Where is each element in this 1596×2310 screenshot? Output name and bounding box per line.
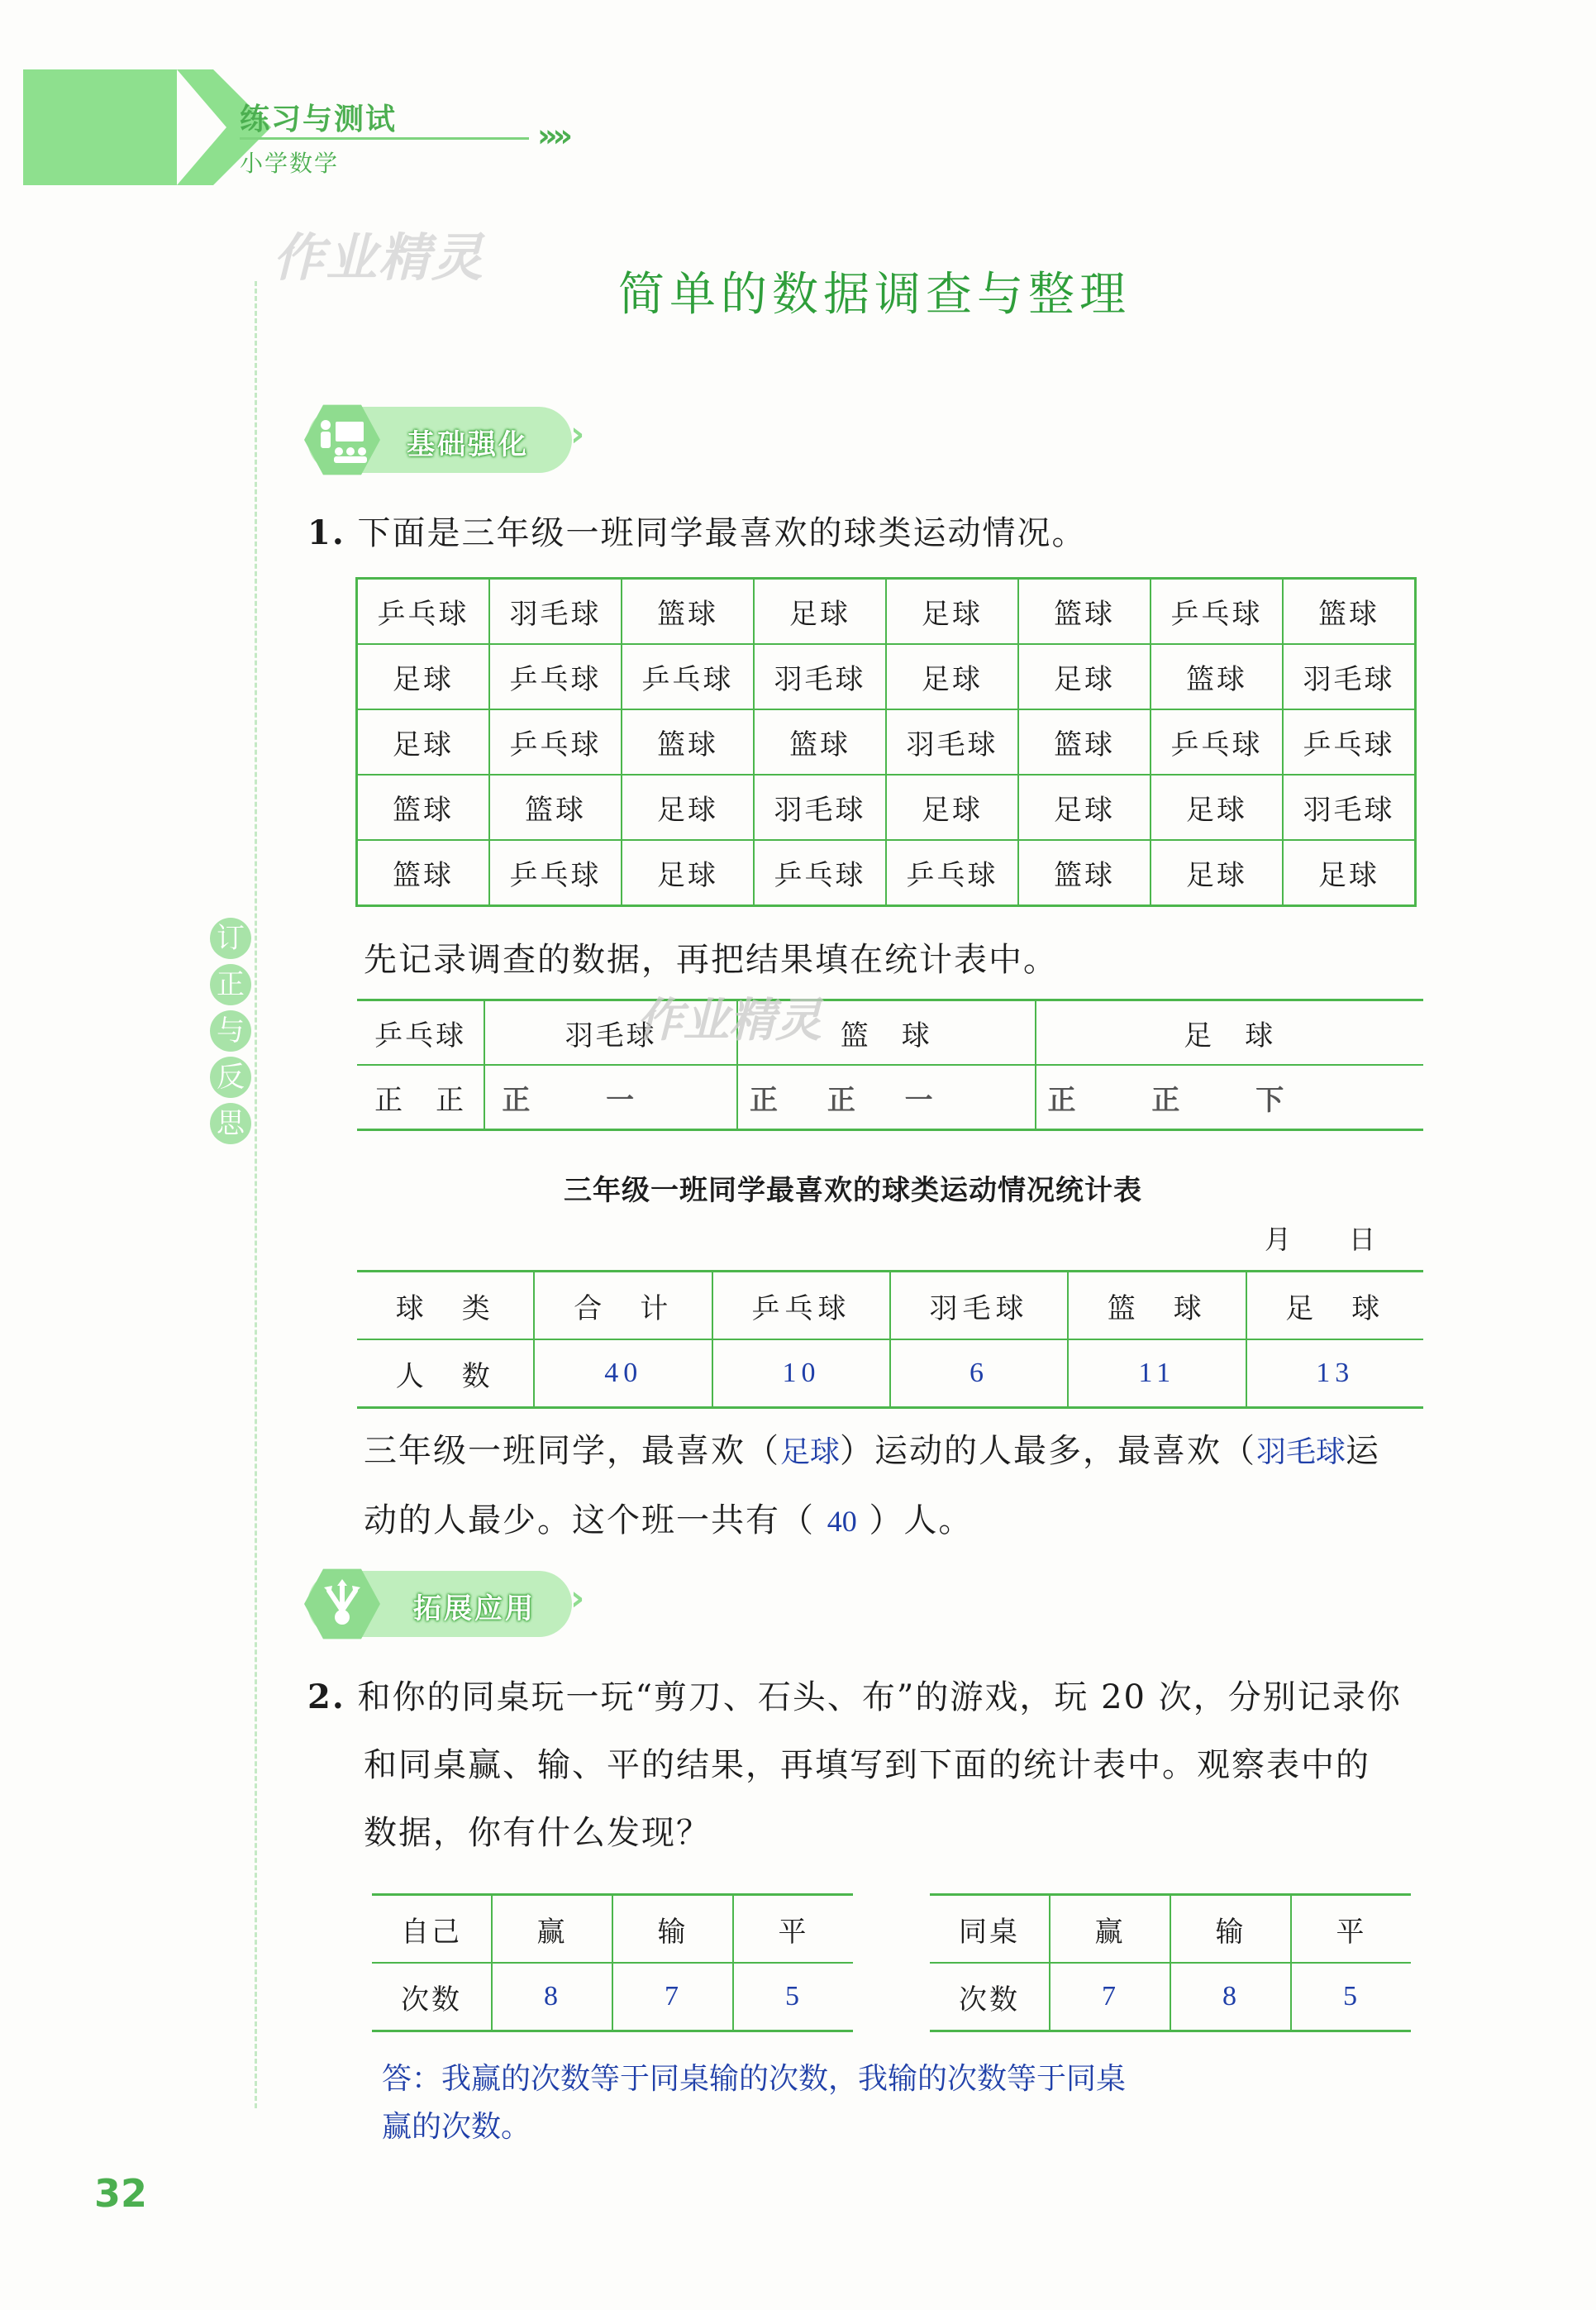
- q1-instruction: 先记录调查的数据，再把结果填在统计表中。: [364, 941, 1058, 979]
- stat-header-badminton: 羽毛球: [890, 1272, 1068, 1340]
- survey-grid-cell: 羽毛球: [489, 579, 622, 645]
- margin-dashed-line: [255, 281, 257, 2108]
- partner-header-draw: 平: [1291, 1895, 1411, 1964]
- conclusion-text-5: ）人。: [869, 1501, 974, 1539]
- survey-grid-cell: 足球: [754, 579, 886, 645]
- self-value-win: 8: [492, 1963, 612, 2031]
- partner-value-win: 7: [1050, 1963, 1170, 2031]
- survey-grid-cell: 乒乓球: [357, 579, 490, 645]
- q2-prompt-line1: 和你的同桌玩一玩“剪刀、石头、布”的游戏，玩 20 次，分别记录你: [357, 1678, 1402, 1716]
- conclusion-text-1: 三年级一班同学，最喜欢（: [364, 1432, 780, 1470]
- self-header-win: 赢: [492, 1895, 612, 1964]
- tally-header-badminton: 羽毛球: [484, 1000, 737, 1066]
- answer-least: 羽毛球: [1256, 1435, 1346, 1469]
- sidebar-char-2: 正: [210, 964, 251, 1005]
- watermark: 作业精灵: [273, 227, 485, 288]
- survey-grid-cell: 篮球: [1283, 579, 1416, 645]
- self-header-label: 自己: [372, 1895, 492, 1964]
- survey-grid-cell: 乒乓球: [754, 840, 886, 906]
- self-header-lose: 输: [612, 1895, 733, 1964]
- stat-value-badminton: 6: [890, 1339, 1068, 1408]
- stat-header-football: 足 球: [1246, 1272, 1424, 1340]
- survey-grid-cell: 乒乓球: [489, 644, 622, 709]
- survey-grid-row: [357, 709, 1416, 775]
- series-title: 练习与测试: [240, 103, 398, 136]
- section-label-basic: 基础强化: [407, 428, 529, 461]
- q1-prompt-text: 下面是三年级一班同学最喜欢的球类运动情况。: [357, 514, 1087, 552]
- self-result-table: [372, 1893, 853, 2032]
- stat-header-basketball: 篮 球: [1068, 1272, 1246, 1340]
- survey-grid-cell: 乒乓球: [622, 644, 754, 709]
- double-chevron-icon: »»: [537, 117, 569, 154]
- survey-grid-cell: 足球: [886, 644, 1018, 709]
- answer-total: 40: [827, 1505, 857, 1538]
- survey-grid-cell: 羽毛球: [754, 644, 886, 709]
- stat-value-total: 40: [534, 1339, 712, 1408]
- survey-grid-cell: 足球: [622, 840, 754, 906]
- survey-grid-cell: 篮球: [1018, 840, 1151, 906]
- stat-value-pingpong: 10: [712, 1339, 890, 1408]
- survey-grid-cell: 乒乓球: [489, 840, 622, 906]
- survey-grid-cell: 篮球: [754, 709, 886, 775]
- survey-grid-row: [357, 840, 1416, 906]
- survey-grid-row: [357, 579, 1416, 645]
- sidebar-char-3: 与: [210, 1010, 251, 1052]
- partner-header-win: 赢: [1050, 1895, 1170, 1964]
- series-subtitle: 小学数学: [240, 150, 340, 177]
- stat-value-basketball: 11: [1068, 1339, 1246, 1408]
- survey-grid-cell: 乒乓球: [886, 840, 1018, 906]
- q2-number: 2.: [307, 1678, 345, 1716]
- survey-grid-cell: 羽毛球: [1283, 775, 1416, 840]
- survey-grid-cell: 乒乓球: [1283, 709, 1416, 775]
- q2-answer-line2: 赢的次数。: [382, 2110, 531, 2144]
- q2-answer: [382, 2055, 1250, 2151]
- survey-grid-cell: 篮球: [622, 579, 754, 645]
- survey-grid-cell: 篮球: [1151, 644, 1283, 709]
- series-divider: [240, 137, 529, 140]
- survey-grid-cell: 篮球: [357, 840, 490, 906]
- page-number: 32: [94, 2171, 148, 2216]
- tally-table: [357, 999, 1423, 1131]
- q1-prompt: [307, 499, 1086, 567]
- survey-grid-cell: 足球: [357, 709, 490, 775]
- chevron-right-icon: ›: [570, 413, 585, 454]
- survey-grid-cell: 羽毛球: [754, 775, 886, 840]
- survey-grid-cell: 足球: [622, 775, 754, 840]
- page-title: 简单的数据调查与整理: [618, 268, 1131, 322]
- survey-grid-cell: 篮球: [357, 775, 490, 840]
- q2-prompt: [307, 1663, 1432, 1867]
- survey-grid-cell: 足球: [1283, 840, 1416, 906]
- self-value-draw: 5: [733, 1963, 853, 2031]
- sidebar-char-1: 订: [210, 918, 251, 959]
- tally-header-basketball: 篮 球: [737, 1000, 1036, 1066]
- q2-prompt-line2: 和同桌赢、输、平的结果，再填写到下面的统计表中。观察表中的: [364, 1746, 1370, 1784]
- conclusion-text-4: 动的人最少。这个班一共有（: [364, 1501, 815, 1539]
- survey-grid-cell: 篮球: [1018, 579, 1151, 645]
- survey-grid-row: [357, 644, 1416, 709]
- tally-marks-pingpong: 正 正: [374, 1083, 467, 1117]
- self-value-lose: 7: [612, 1963, 733, 2031]
- partner-header-lose: 输: [1170, 1895, 1291, 1964]
- survey-grid-cell: 乒乓球: [1151, 709, 1283, 775]
- survey-grid-cell: 乒乓球: [1151, 579, 1283, 645]
- chevron-right-icon: ›: [570, 1577, 585, 1618]
- partner-result-table: [930, 1893, 1411, 2032]
- survey-grid-cell: 乒乓球: [489, 709, 622, 775]
- stat-value-football: 13: [1246, 1339, 1424, 1408]
- survey-grid-cell: 足球: [886, 775, 1018, 840]
- self-row-label: 次数: [400, 1983, 462, 2016]
- tally-header-pingpong: 乒乓球: [357, 1000, 484, 1066]
- tally-header-football: 足 球: [1036, 1000, 1423, 1066]
- partner-value-draw: 5: [1291, 1963, 1411, 2031]
- conclusion-text-3: 运: [1346, 1432, 1381, 1470]
- tally-marks-badminton: 正 一: [484, 1065, 737, 1130]
- stat-header-category: 球 类: [357, 1272, 534, 1340]
- survey-grid-cell: 篮球: [1018, 709, 1151, 775]
- q1-conclusion: [364, 1417, 1430, 1555]
- sidebar-char-4: 反: [210, 1057, 251, 1098]
- q2-prompt-line3: 数据，你有什么发现？: [364, 1814, 711, 1852]
- partner-value-lose: 8: [1170, 1963, 1291, 2031]
- partner-row-label: 次数: [958, 1983, 1020, 2016]
- stat-table: [357, 1270, 1423, 1409]
- stat-header-pingpong: 乒乓球: [712, 1272, 890, 1340]
- header-banner-notch: [177, 69, 226, 185]
- survey-grid-cell: 羽毛球: [886, 709, 1018, 775]
- survey-grid-cell: 足球: [357, 644, 490, 709]
- stat-row-label: 人 数: [395, 1359, 495, 1393]
- tally-marks-basketball: 正 正 一: [737, 1065, 1036, 1130]
- stat-header-total: 合 计: [534, 1272, 712, 1340]
- q2-answer-line1: 答：我赢的次数等于同桌输的次数，我输的次数等于同桌: [382, 2062, 1127, 2096]
- survey-grid-cell: 篮球: [622, 709, 754, 775]
- survey-grid: [355, 577, 1417, 907]
- watermark-overlay: 作业精灵: [636, 994, 822, 1048]
- sidebar-char-5: 思: [210, 1103, 251, 1144]
- q1-number: 1.: [307, 513, 345, 552]
- survey-grid-cell: 足球: [1151, 775, 1283, 840]
- survey-grid-cell: 足球: [1018, 775, 1151, 840]
- survey-grid-cell: 羽毛球: [1283, 644, 1416, 709]
- stat-table-date: 月 日: [1265, 1224, 1378, 1255]
- partner-header-label: 同桌: [930, 1895, 1050, 1964]
- survey-grid-cell: 足球: [1151, 840, 1283, 906]
- answer-most: 足球: [780, 1435, 841, 1469]
- section-label-extend: 拓展应用: [413, 1592, 536, 1625]
- survey-grid-cell: 足球: [1018, 644, 1151, 709]
- tally-marks-football: 正 正 下: [1036, 1065, 1423, 1130]
- survey-grid-row: [357, 775, 1416, 840]
- survey-grid-cell: 篮球: [489, 775, 622, 840]
- self-header-draw: 平: [733, 1895, 853, 1964]
- stat-table-title: 三年级一班同学最喜欢的球类运动情况统计表: [564, 1174, 1142, 1207]
- conclusion-text-2: ）运动的人最多，最喜欢（: [840, 1432, 1257, 1470]
- survey-grid-cell: 足球: [886, 579, 1018, 645]
